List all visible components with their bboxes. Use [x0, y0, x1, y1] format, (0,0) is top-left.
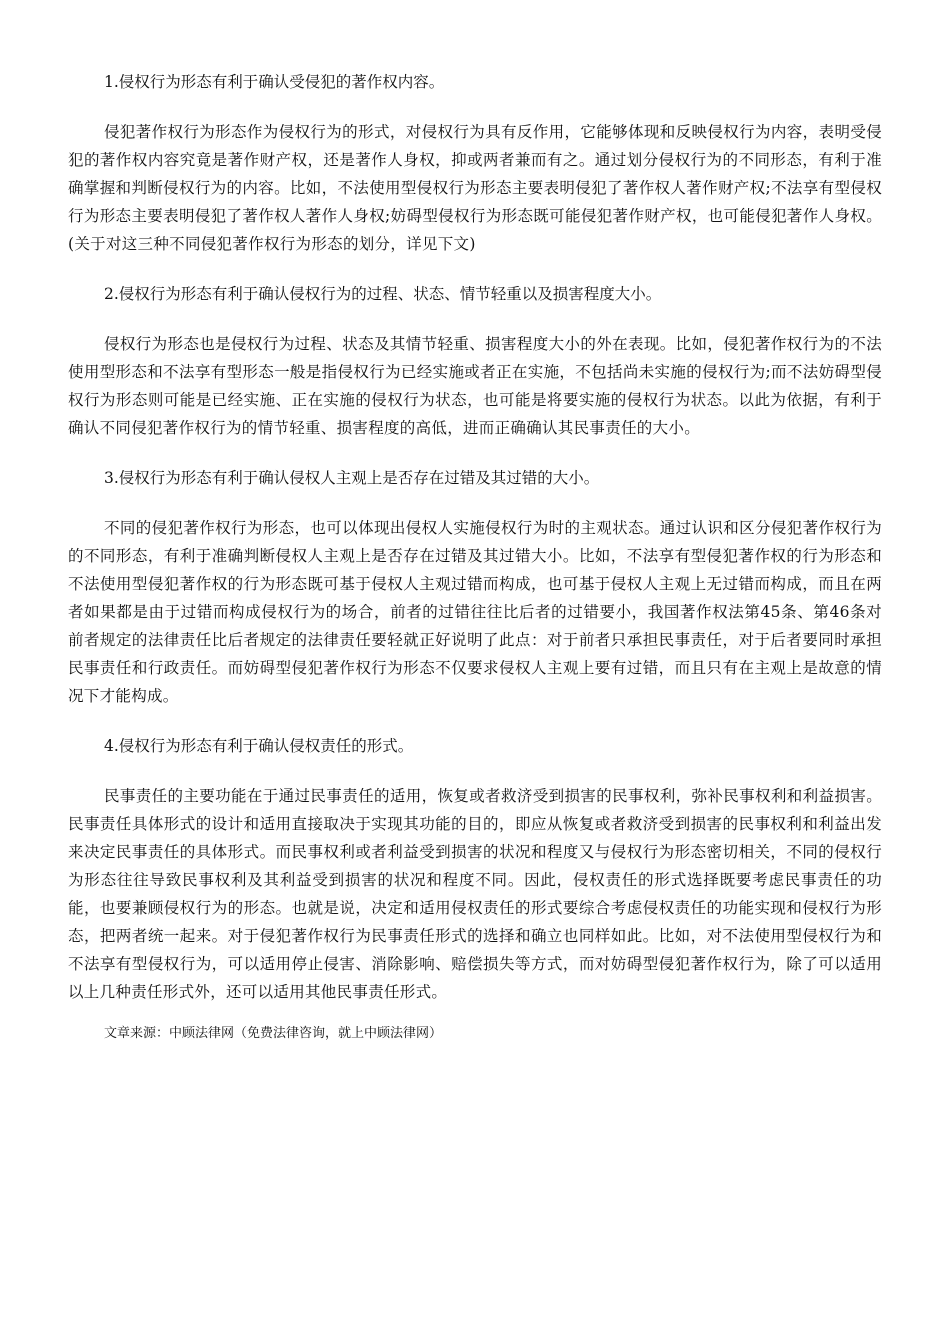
section-2-heading: 2.侵权行为形态有利于确认侵权行为的过程、状态、情节轻重以及损害程度大小。 [104, 285, 662, 303]
section-1-body: 侵犯著作权行为形态作为侵权行为的形式，对侵权行为具有反作用，它能够体现和反映侵权行为内容，表明受侵犯的著作权内容究竟是著作财产权，还是著作人身权，抑或两者兼而有之。通过划分侵权行为的不同形态，有利于准确掌握和判断侵权行为的内容。比如，不法使用型侵权行为形态主要表明侵犯了著作权人著作财产权;不法享有型侵权行为形态主要表明侵犯了著作权人著作人身权;妨碍型侵权行为形态既可能侵犯著作财产权，也可能侵犯著作人身权。(关于对这三种不同侵犯著作权行为形态的划分，详见下文) [68, 123, 882, 253]
article-source: 文章来源：中顾法律网（免费法律咨询，就上中顾法律网） [104, 1026, 443, 1041]
section-1-heading: 1.侵权行为形态有利于确认受侵犯的著作权内容。 [104, 73, 445, 91]
section-3-body: 不同的侵犯著作权行为形态，也可以体现出侵权人实施侵权行为时的主观状态。通过认识和区分侵犯著作权行为的不同形态，有利于准确判断侵权人主观上是否存在过错及其过错大小。比如，不法享有型侵犯著作权的行为形态和不法使用型侵犯著作权的行为形态既可基于侵权人主观过错而构成，也可基于侵权人主观上无过错而构成，而且在两者如果都是由于过错而构成侵权行为的场合，前者的过错往往比后者的过错要小，我国著作权法第45条、第46条对前者规定的法律责任比后者规定的法律责任要轻就正好说明了此点：对于前者只承担民事责任，对于后者要同时承担民事责任和行政责任。而妨碍型侵犯著作权行为形态不仅要求侵权人主观上要有过错，而且只有在主观上是故意的情况下才能构成。 [68, 519, 882, 705]
section-4-heading: 4.侵权行为形态有利于确认侵权责任的形式。 [104, 737, 414, 755]
section-2-body: 侵权行为形态也是侵权行为过程、状态及其情节轻重、损害程度大小的外在表现。比如，侵犯著作权行为的不法使用型形态和不法享有型形态一般是指侵权行为已经实施或者正在实施，不包括尚未实施的侵权行为;而不法妨碍型侵权行为形态则可能是已经实施、正在实施的侵权行为状态，也可能是将要实施的侵权行为状态。以此为依据，有利于确认不同侵犯著作权行为的情节轻重、损害程度的高低，进而正确确认其民事责任的大小。 [68, 335, 882, 437]
section-4-body: 民事责任的主要功能在于通过民事责任的适用，恢复或者救济受到损害的民事权利，弥补民事权利和利益损害。民事责任具体形式的设计和适用直接取决于实现其功能的目的，即应从恢复或者救济受到损害的民事权利和利益出发来决定民事责任的具体形式。而民事权利或者利益受到损害的状况和程度又与侵权行为形态密切相关，不同的侵权行为形态往往导致民事权利及其利益受到损害的状况和程度不同。因此，侵权责任的形式选择既要考虑民事责任的功能，也要兼顾侵权行为的形态。也就是说，决定和适用侵权责任的形式要综合考虑侵权责任的功能实现和侵权行为形态，把两者统一起来。对于侵犯著作权行为民事责任形式的选择和确立也同样如此。比如，对不法使用型侵权行为和不法享有型侵权行为，可以适用停止侵害、消除影响、赔偿损失等方式，而对妨碍型侵犯著作权行为，除了可以适用以上几种责任形式外，还可以适用其他民事责任形式。 [68, 787, 882, 1001]
section-3-heading: 3.侵权行为形态有利于确认侵权人主观上是否存在过错及其过错的大小。 [104, 469, 600, 487]
document-page [68, 68, 882, 1046]
